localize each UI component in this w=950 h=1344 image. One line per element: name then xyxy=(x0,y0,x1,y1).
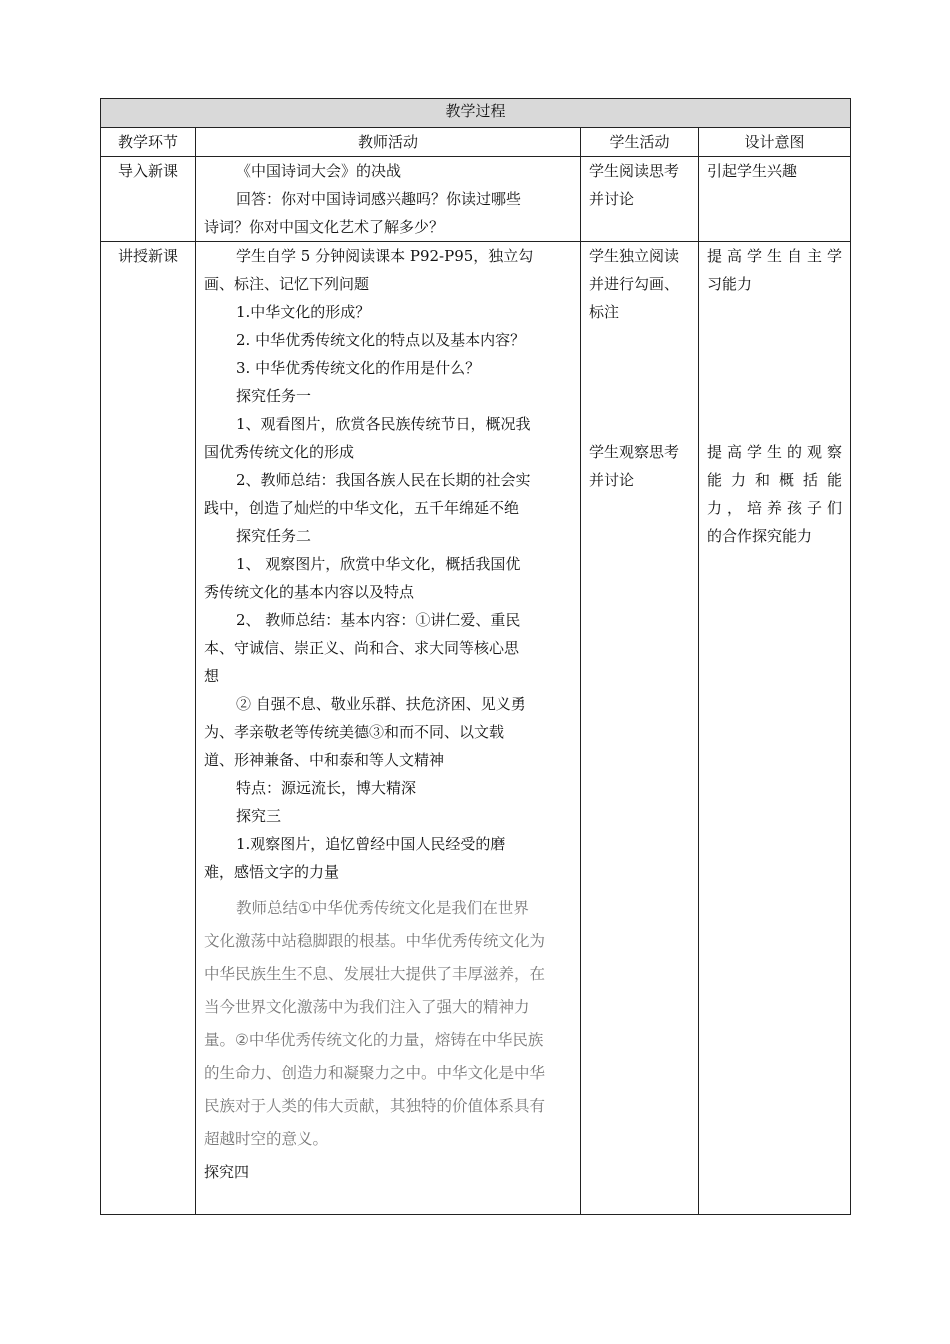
summary-line: 文化激荡中站稳脚跟的根基。中华优秀传统文化为 xyxy=(204,932,546,950)
text-line: 1.中华文化的形成？ xyxy=(236,303,371,321)
text-line: 本、守诚信、崇正义、尚和合、求大同等核心思 xyxy=(204,639,520,657)
text-line: 1、观看图片，欣赏各民族传统节日，概况我 xyxy=(236,415,531,433)
text-line: 提高学生自主学 xyxy=(707,247,843,265)
text-line: 诗词？你对中国文化艺术了解多少？ xyxy=(204,218,445,236)
header-intent: 设计意图 xyxy=(699,128,851,157)
text-line: 秀传统文化的基本内容以及特点 xyxy=(204,583,415,601)
text-line: 3. 中华优秀传统文化的作用是什么？ xyxy=(236,359,481,377)
text-line: 践中，创造了灿烂的中华文化，五千年绵延不绝 xyxy=(204,499,520,517)
header-stage: 教学环节 xyxy=(101,128,196,157)
text-line: 提高学生的观察 xyxy=(707,443,843,461)
text-line: 学生独立阅读 xyxy=(589,247,680,265)
text-line: 并进行勾画、 xyxy=(589,275,680,293)
text-line: 2、教师总结：我国各族人民在长期的社会实 xyxy=(236,471,531,489)
text-line: 探究三 xyxy=(236,807,282,825)
text-line: 引起学生兴趣 xyxy=(707,162,798,180)
table-row-new-lesson xyxy=(101,242,851,1215)
table-title: 教学过程 xyxy=(101,99,851,128)
summary-line: 超越时空的意义。 xyxy=(204,1130,329,1148)
design-intent-cell xyxy=(699,157,851,242)
text-line: 并讨论 xyxy=(589,190,635,208)
text-line: 回答：你对中国诗词感兴趣吗？你读过哪些 xyxy=(236,190,522,208)
summary-line: 当今世界文化激荡中为我们注入了强大的精神力 xyxy=(204,998,530,1016)
text-line: 并讨论 xyxy=(589,471,635,489)
text-line: 2. 中华优秀传统文化的特点以及基本内容？ xyxy=(236,331,526,349)
student-activity-cell xyxy=(581,157,699,242)
summary-line: 民族对于人类的伟大贡献，其独特的价值体系具有 xyxy=(204,1097,546,1115)
summary-line: 的生命力、创造力和凝聚力之中。中华文化是中华 xyxy=(204,1064,546,1082)
text-line: 1、 观察图片，欣赏中华文化，概括我国优 xyxy=(236,555,521,573)
header-student: 学生活动 xyxy=(581,128,699,157)
text-line: 国优秀传统文化的形成 xyxy=(204,443,355,461)
text-line: 《中国诗词大会》的决战 xyxy=(236,162,402,180)
teacher-activity-cell xyxy=(196,157,581,242)
summary-line: 中华民族生生不息、发展壮大提供了丰厚滋养，在 xyxy=(204,965,546,983)
text-line: 道、形神兼备、中和泰和等人文精神 xyxy=(204,751,445,769)
text-line: 1.观察图片，追忆曾经中国人民经受的磨 xyxy=(236,835,506,853)
text-line: 想 xyxy=(204,667,220,685)
text-line: 力，培养孩子们 xyxy=(707,499,843,517)
text-line: 学生自学 5 分钟阅读课本 P92-P95，独立勾 xyxy=(236,247,534,265)
text-line: 探究任务二 xyxy=(236,527,312,545)
stage-cell: 导入新课 xyxy=(101,157,196,242)
table-row-intro xyxy=(101,157,851,242)
header-row xyxy=(101,128,851,157)
text-line: 的合作探究能力 xyxy=(707,527,813,545)
teaching-process-table xyxy=(100,98,851,1215)
text-line: 学生观察思考 xyxy=(589,443,680,461)
summary-line: 量。②中华优秀传统文化的力量，熔铸在中华民族 xyxy=(204,1031,544,1049)
student-activity-cell xyxy=(581,242,699,1215)
text-line: 2、 教师总结：基本内容：①讲仁爱、重民 xyxy=(236,611,521,629)
teacher-activity-cell xyxy=(196,242,581,1215)
summary-line: 教师总结①中华优秀传统文化是我们在世界 xyxy=(236,899,529,917)
text-line: 标注 xyxy=(589,303,620,321)
text-line: 能力和概括能 xyxy=(707,471,843,489)
text-line: 为、孝亲敬老等传统美德③和而不同、以文载 xyxy=(204,723,505,741)
text-line: ② 自强不息、敬业乐群、扶危济困、见义勇 xyxy=(236,695,526,713)
header-teacher: 教师活动 xyxy=(196,128,581,157)
text-line: 学生阅读思考 xyxy=(589,162,680,180)
text-line: 探究四 xyxy=(204,1163,250,1181)
text-line: 习能力 xyxy=(707,275,753,293)
text-line: 探究任务一 xyxy=(236,387,312,405)
stage-cell: 讲授新课 xyxy=(101,242,196,1215)
text-line: 难，感悟文字的力量 xyxy=(204,863,340,881)
text-line: 特点：源远流长，博大精深 xyxy=(236,779,417,797)
design-intent-cell xyxy=(699,242,851,1215)
text-line: 画、标注、记忆下列问题 xyxy=(204,275,370,293)
